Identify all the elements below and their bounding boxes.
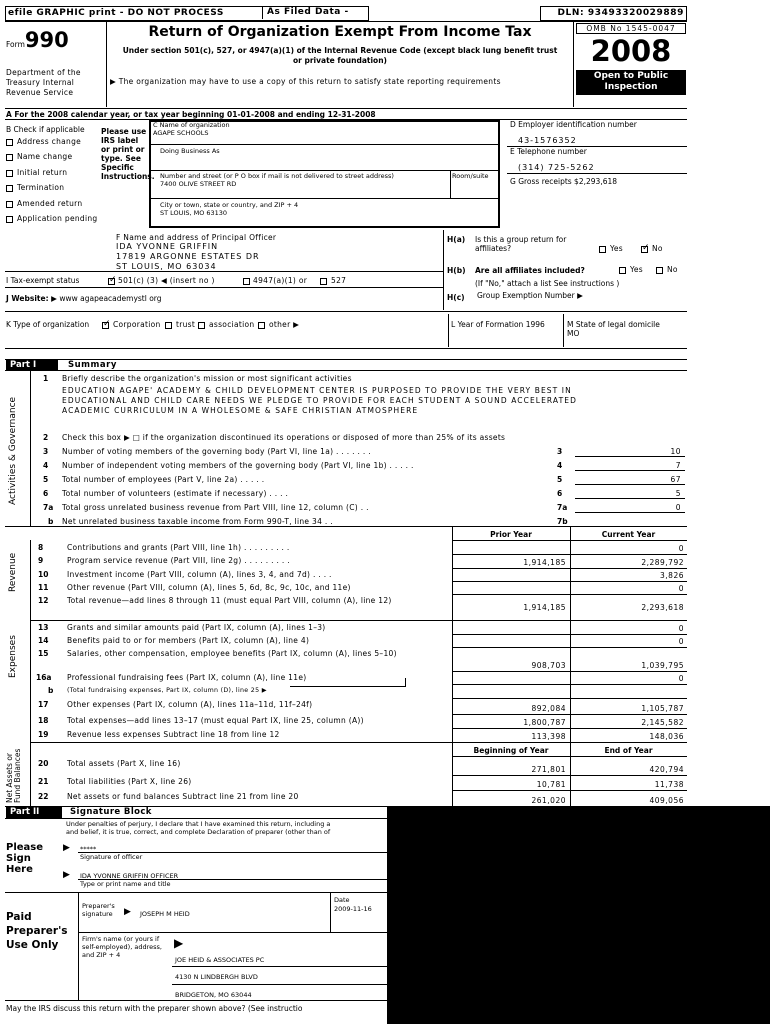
line-7b-num: b <box>48 517 54 526</box>
paid-preparer-label: Paid Preparer's Use Only <box>6 911 68 951</box>
hb-no-label: No <box>667 265 678 274</box>
expense-row-num: 14 <box>38 636 49 645</box>
revenue-row-text: Contributions and grants (Part VIII, line 1h) . . . . . . . . . <box>67 543 290 552</box>
hb-yes-checkbox[interactable] <box>619 267 626 274</box>
revenue-row-text: Total revenue—add lines 8 through 11 (must equal Part VIII, column (A), line 12) <box>67 596 392 605</box>
mission-label: Briefly describe the organization's mission or most significant activities <box>62 374 352 383</box>
address-change-checkbox[interactable] <box>6 139 13 146</box>
expense-current-value: 2,145,582 <box>641 718 684 727</box>
revenue-current-value: 0 <box>678 584 684 593</box>
expense-current-value: 1,105,787 <box>641 704 684 713</box>
net-assets-prior-value: 271,801 <box>531 765 566 774</box>
line-4-box: 4 <box>557 461 563 470</box>
mission-line-1: EDUCATION AGAPE' ACADEMY & CHILD DEVELOPMENT CENTER IS PURPOSED TO PROVIDE THE VERY BEST IN <box>62 386 572 395</box>
line-5-box: 5 <box>557 475 563 484</box>
org-type-label: K Type of organization <box>6 320 90 329</box>
current-year-header: Current Year <box>601 530 656 539</box>
tax-exempt-label: I Tax-exempt status <box>6 276 80 285</box>
revenue-row-num: 8 <box>38 543 44 552</box>
revenue-row-text: Investment income (Part VIII, column (A), lines 3, 4, and 7d) . . . . <box>67 570 332 579</box>
expense-row-num: 17 <box>38 700 49 709</box>
penalty-text-1: Under penalties of perjury, I declare that I have examined this return, including a <box>66 820 331 828</box>
expense-row-text: Total expenses—add lines 13–17 (must equal Part IX, line 25, column (A)) <box>67 716 364 725</box>
net-assets-row-text: Total assets (Part X, line 16) <box>67 759 181 768</box>
firm-address-1: 4130 N LINDBERGH BLVD <box>175 973 258 981</box>
expense-current-value: 1,039,795 <box>641 661 684 670</box>
officer-name: IDA YVONNE GRIFFIN <box>116 242 219 251</box>
principal-officer-label: F Name and address of Principal Officer <box>116 233 277 242</box>
initial-return-label: Initial return <box>17 168 68 177</box>
expense-current-value: 0 <box>678 637 684 646</box>
state-reporting-notice: ▶ The organization may have to use a copy of this return to satisfy state reporting requirements <box>110 77 501 86</box>
voting-members-value: 10 <box>670 447 681 456</box>
part1-tag: Part I <box>6 360 58 370</box>
fundraising-total-blank[interactable] <box>290 678 406 687</box>
expense-current-value: 0 <box>678 624 684 633</box>
officer-address-2: ST LOUIS, MO 63034 <box>116 262 217 271</box>
irs-label-instructions: Please use IRS label or print or type. See Specific Instructions. <box>101 127 155 181</box>
ein-label: D Employer identification number <box>510 120 637 129</box>
ha-text-2: affiliates? <box>475 244 512 253</box>
website-value[interactable]: www agapeacademystl org <box>59 294 162 303</box>
name-arrow-icon: ▶ <box>63 870 70 880</box>
irs-discuss-question: May the IRS discuss this return with the preparer shown above? (See instructio <box>6 1004 303 1013</box>
line-4-num: 4 <box>43 461 49 470</box>
prior-year-header: Prior Year <box>490 530 532 539</box>
firm-address-2: BRIDGETON, MO 63044 <box>175 991 252 999</box>
amended-return-checkbox[interactable] <box>6 201 13 208</box>
expense-row-text: Other expenses (Part IX, column (A), lines 11a–11d, 11f–24f) <box>67 700 313 709</box>
name-change-checkbox[interactable] <box>6 154 13 161</box>
expense-prior-value: 908,703 <box>531 661 566 670</box>
net-assets-row-text: Total liabilities (Part X, line 26) <box>67 777 192 786</box>
expense-row-num: 16a <box>36 673 52 682</box>
discontinued-ops-line: Check this box ▶ □ if the organization discontinued its operations or disposed of more than 25% of its assets <box>62 433 506 442</box>
trust-label: trust <box>176 320 196 329</box>
amended-return-label: Amended return <box>17 199 83 208</box>
city-label: City or town, state or country, and ZIP + 4 <box>160 201 299 209</box>
name-change-label: Name change <box>17 152 73 161</box>
hb-label: H(b) <box>447 266 466 275</box>
org-name-value: AGAPE SCHOOLS <box>153 129 209 137</box>
website-label: J Website: ▶ <box>6 294 57 303</box>
line-6-text: Total number of volunteers (estimate if necessary) . . . . <box>62 489 289 498</box>
application-pending-checkbox[interactable] <box>6 216 13 223</box>
check-if-applicable-label: B Check if applicable <box>6 125 85 134</box>
date-label: Date <box>334 896 350 904</box>
form-title: Return of Organization Exempt From Income Tax <box>148 24 532 40</box>
other-org-checkbox[interactable] <box>258 322 265 329</box>
gross-receipts <box>510 177 617 186</box>
4947-checkbox[interactable] <box>243 278 250 285</box>
as-filed-label: As Filed Data - <box>262 6 367 19</box>
expense-row-text: (Total fundraising expenses, Part IX, column (D), line 25 ▶ <box>67 687 267 694</box>
omb-number: OMB No 1545-0047 <box>576 23 686 34</box>
firm-name: JOE HEID & ASSOCIATES PC <box>175 956 265 964</box>
open-to-public-badge: Open to Public Inspection <box>576 70 686 95</box>
net-assets-prior-value: 10,781 <box>536 780 566 789</box>
trust-checkbox[interactable] <box>165 322 172 329</box>
line-3-box: 3 <box>557 447 563 456</box>
527-checkbox[interactable] <box>320 278 327 285</box>
type-or-print-label: Type or print name and title <box>80 880 171 888</box>
other-org-label: other ▶ <box>269 320 300 329</box>
form-number-block <box>6 28 69 52</box>
mission-line-3: ACADEMIC CURRICULUM IN A WHOLESOME & SAFE CHRISTIAN ATMOSPHERE <box>62 406 419 415</box>
form-prefix: Form <box>6 40 25 49</box>
tax-year-line: A For the 2008 calendar year, or tax year beginning 01-01-2008 and ending 12-31-2008 <box>6 110 376 119</box>
year-formation-label: L Year of Formation <box>451 320 524 329</box>
please-sign-here: Please Sign Here <box>6 842 44 875</box>
expense-prior-value: 113,398 <box>531 732 566 741</box>
expense-prior-value: 1,800,787 <box>523 718 566 727</box>
preparer-date: 2009-11-16 <box>334 905 372 913</box>
revenue-row-num: 11 <box>38 583 49 592</box>
sign-arrow-icon: ▶ <box>63 843 70 853</box>
year-formation-value: 1996 <box>525 320 545 329</box>
hb-yes-label: Yes <box>630 265 644 274</box>
efile-banner-text: efile GRAPHIC print - DO NOT PROCESS <box>8 8 224 18</box>
revenue-row-num: 12 <box>38 596 49 605</box>
officer-printed-name: IDA YVONNE GRIFFIN OFFICER <box>80 872 179 880</box>
gross-receipts-label: G Gross receipts $ <box>510 177 579 186</box>
expense-row-num: 15 <box>38 649 49 658</box>
part2-tag: Part II <box>6 807 62 818</box>
signature-stars: ***** <box>80 845 97 853</box>
revenue-current-value: 2,293,618 <box>641 603 684 612</box>
net-assets-row-num: 22 <box>38 792 49 801</box>
expense-row-text: Salaries, other compensation, employee benefits (Part IX, column (A), lines 5–10) <box>67 649 397 658</box>
state-domicile-value: MO <box>567 329 580 338</box>
line-3-text: Number of voting members of the governing body (Part VI, line 1a) . . . . . . . <box>62 447 371 456</box>
activities-governance-side-label: Activities & Governance <box>8 396 18 505</box>
line-6-num: 6 <box>43 489 49 498</box>
tax-year: 2008 <box>590 34 672 68</box>
ha-label: H(a) <box>447 235 466 244</box>
line-6-box: 6 <box>557 489 563 498</box>
expense-row-text: Professional fundraising fees (Part IX, column (A), line 11e) <box>67 673 307 682</box>
net-assets-side-label: Net Assets or Fund Balances <box>5 748 22 803</box>
expense-current-value: 148,036 <box>649 732 684 741</box>
state-domicile-label: M State of legal domicile <box>567 320 660 329</box>
line-3-num: 3 <box>43 447 49 456</box>
revenue-row-text: Other revenue (Part VIII, column (A), lines 5, 6d, 8c, 9c, 10c, and 11e) <box>67 583 351 592</box>
corporation-label: Corporation <box>113 320 161 329</box>
line-7a-num: 7a <box>43 503 54 512</box>
beginning-of-year-header: Beginning of Year <box>473 746 549 755</box>
line-7a-text: Total gross unrelated business revenue from Part VIII, line 12, column (C) . . <box>62 503 369 512</box>
department-label: Department of the Treasury Internal Revenue Service <box>6 68 81 97</box>
net-assets-current-value: 11,738 <box>654 780 684 789</box>
association-label: association <box>209 320 255 329</box>
expense-row-num: 19 <box>38 730 49 739</box>
hb-no-checkbox[interactable] <box>656 267 663 274</box>
preparer-signature-label: Preparer's signature <box>82 902 115 918</box>
website-row <box>6 294 162 303</box>
net-assets-row-text: Net assets or fund balances Subtract line 21 from line 20 <box>67 792 299 801</box>
expense-row-num: b <box>48 686 54 695</box>
line-4-text: Number of independent voting members of the governing body (Part VI, line 1b) . . . . . <box>62 461 414 470</box>
net-assets-row-num: 21 <box>38 777 49 786</box>
ha-yes-checkbox[interactable] <box>599 246 606 253</box>
unrelated-revenue-value: 0 <box>675 503 681 512</box>
expense-row-text: Revenue less expenses Subtract line 18 from line 12 <box>67 730 280 739</box>
ha-yes-label: Yes <box>610 244 624 253</box>
revenue-row-text: Program service revenue (Part VIII, line 2g) . . . . . . . . . <box>67 556 290 565</box>
employees-value: 67 <box>670 475 681 484</box>
initial-return-checkbox[interactable] <box>6 170 13 177</box>
line-7b-box: 7b <box>557 517 568 526</box>
street-label: Number and street (or P O box if mail is not delivered to street address) <box>160 172 394 180</box>
part1-title: Summary <box>68 360 117 370</box>
gross-receipts-value: 2,293,618 <box>578 177 618 186</box>
city-value: ST LOUIS, MO 63130 <box>160 209 228 217</box>
ha-no-checkbox[interactable] <box>641 246 648 253</box>
ha-text-1: Is this a group return for <box>475 235 567 244</box>
signature-of-officer-label: Signature of officer <box>80 853 143 861</box>
telephone-label: E Telephone number <box>510 147 587 156</box>
line-5-num: 5 <box>43 475 49 484</box>
org-name-label: C Name of organization <box>153 121 230 129</box>
mission-line-2: EDUCATIONAL AND CHILD CARE NEEDS WE PLEDGE TO PROVIDE FOR EACH STUDENT A SOUND ACCELERATED <box>62 396 577 405</box>
line-5-text: Total number of employees (Part V, line 2a) . . . . . <box>62 475 265 484</box>
application-pending-label: Application pending <box>17 214 98 223</box>
address-change-label: Address change <box>17 137 82 146</box>
association-checkbox[interactable] <box>198 322 205 329</box>
expense-row-num: 13 <box>38 623 49 632</box>
part2-title: Signature Block <box>70 807 152 817</box>
net-assets-current-value: 420,794 <box>649 765 684 774</box>
hb-note: (If "No," attach a list See instructions ) <box>475 279 620 288</box>
expense-row-text: Benefits paid to or for members (Part IX, column (A), line 4) <box>67 636 310 645</box>
501c-checkbox[interactable] <box>108 278 115 285</box>
year-formation <box>451 320 545 329</box>
telephone-value: (314) 725-5262 <box>518 163 595 172</box>
expenses-side-label: Expenses <box>8 635 18 678</box>
revenue-row-num: 10 <box>38 570 49 579</box>
hb-text: Are all affiliates included? <box>475 266 585 275</box>
net-assets-row-num: 20 <box>38 759 49 768</box>
volunteers-value: 5 <box>675 489 681 498</box>
redaction-block <box>387 806 770 1024</box>
ein-value: 43-1576352 <box>518 136 577 145</box>
expense-row-num: 18 <box>38 716 49 725</box>
ha-no-label: No <box>652 244 663 253</box>
end-of-year-header: End of Year <box>604 746 653 755</box>
firm-name-label: Firm's name (or yours if self-employed), address, and ZIP + 4 <box>82 935 162 959</box>
revenue-prior-value: 1,914,185 <box>523 558 566 567</box>
form-subtitle: Under section 501(c), 527, or 4947(a)(1) of the Internal Revenue Code (except black lung benefit trust or private foundation) <box>122 46 558 65</box>
room-suite-label: Room/suite <box>452 172 489 180</box>
officer-address-1: 17819 ARGONNE ESTATES DR <box>116 252 260 261</box>
independent-members-value: 7 <box>675 461 681 470</box>
termination-checkbox[interactable] <box>6 185 13 192</box>
revenue-current-value: 0 <box>678 544 684 553</box>
net-assets-current-value: 409,056 <box>649 796 684 805</box>
revenue-current-value: 3,826 <box>660 571 684 580</box>
preparer-arrow-icon: ▶ <box>124 907 131 917</box>
net-assets-prior-value: 261,020 <box>531 796 566 805</box>
preparer-name: JOSEPH M HEID <box>140 910 190 918</box>
termination-label: Termination <box>17 183 65 192</box>
form-number: 990 <box>24 28 69 52</box>
dba-label: Doing Business As <box>160 147 220 155</box>
corporation-checkbox[interactable] <box>102 322 109 329</box>
revenue-current-value: 2,289,792 <box>641 558 684 567</box>
expense-row-text: Grants and similar amounts paid (Part IX, column (A), lines 1–3) <box>67 623 326 632</box>
street-value: 7400 OLIVE STREET RD <box>160 180 237 188</box>
dln-number: DLN: 93493320029889 <box>540 6 687 21</box>
group-exemption-label: Group Exemption Number ▶ <box>477 291 583 300</box>
revenue-side-label: Revenue <box>8 552 18 592</box>
4947-label: 4947(a)(1) or <box>253 276 308 285</box>
firm-arrow-icon: ▶ <box>174 936 184 950</box>
hc-label: H(c) <box>447 293 465 302</box>
revenue-row-num: 9 <box>38 556 44 565</box>
expense-prior-value: 892,084 <box>531 704 566 713</box>
501c-label: 501(c) (3) ◀ (insert no ) <box>118 276 215 285</box>
revenue-prior-value: 1,914,185 <box>523 603 566 612</box>
527-label: 527 <box>331 276 347 285</box>
line-7a-box: 7a <box>557 503 568 512</box>
line-7b-text: Net unrelated business taxable income from Form 990-T, line 34 . . <box>62 517 333 526</box>
penalty-text-2: and belief, it is true, correct, and complete Declaration of preparer (other than of <box>66 828 331 836</box>
expense-current-value: 0 <box>678 674 684 683</box>
